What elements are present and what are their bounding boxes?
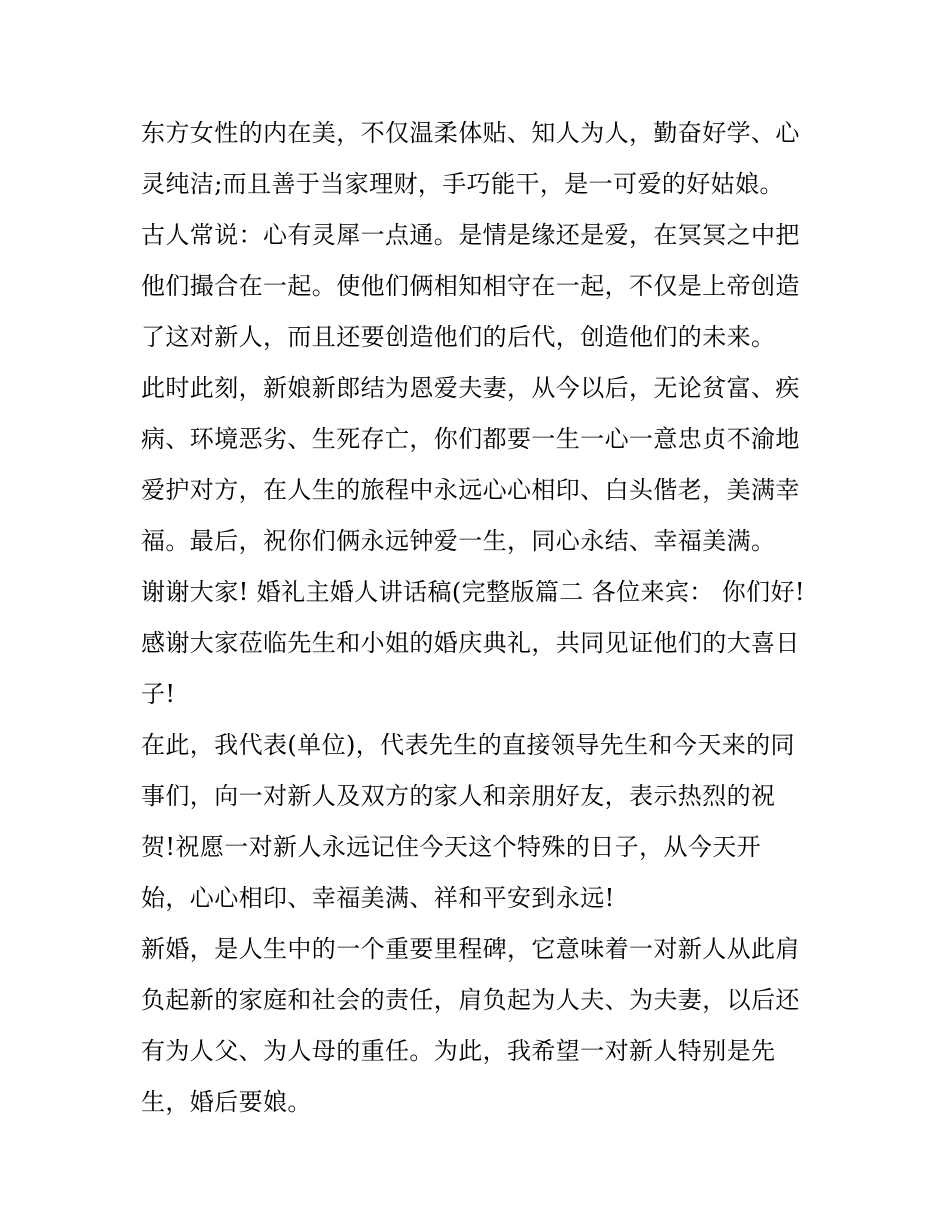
text-line: 有为人父、为人母的重任。为此，我希望一对新人特别是先 [141,1037,776,1065]
text-line: 子! [141,680,176,708]
text-line: 了这对新人，而且还要创造他们的后代，创造他们的未来。 [141,323,776,351]
text-line: 生，婚后要娘。 [141,1088,312,1116]
text-line: 福。最后，祝你们俩永远钟爱一生，同心永结、幸福美满。 [141,527,776,555]
text-line: 事们，向一对新人及双方的家人和亲朋好友，表示热烈的祝 [141,782,776,810]
text-line: 东方女性的内在美，不仅温柔体贴、知人为人，勤奋好学、心 [141,119,800,147]
text-line: 感谢大家莅临先生和小姐的婚庆典礼，共同见证他们的大喜日 [141,629,800,657]
text-line: 负起新的家庭和社会的责任，肩负起为人夫、为夫妻，以后还 [141,986,800,1014]
text-line: 此时此刻，新娘新郎结为恩爱夫妻，从今以后，无论贫富、疾 [141,374,800,402]
text-line: 始，心心相印、幸福美满、祥和平安到永远! [141,884,615,912]
text-line: 贺!祝愿一对新人永远记住今天这个特殊的日子，从今天开 [141,833,762,861]
text-line: 灵纯洁;而且善于当家理财，手巧能干，是一可爱的好姑娘。 [141,170,784,198]
text-line: 古人常说：心有灵犀一点通。是情是缘还是爱，在冥冥之中把 [141,221,800,249]
text-line: 谢谢大家! 婚礼主婚人讲话稿(完整版篇二 各位来宾： 你们好! [141,578,805,606]
text-line: 在此，我代表(单位)，代表先生的直接领导先生和今天来的同 [141,731,795,759]
text-line: 爱护对方，在人生的旅程中永远心心相印、白头偕老，美满幸 [141,476,800,504]
text-line: 新婚，是人生中的一个重要里程碑，它意味着一对新人从此肩 [141,935,800,963]
text-line: 病、环境恶劣、生死存亡，你们都要一生一心一意忠贞不渝地 [141,425,800,453]
text-line: 他们撮合在一起。使他们俩相知相守在一起，不仅是上帝创造 [141,272,800,300]
document-body [141,108,821,1128]
